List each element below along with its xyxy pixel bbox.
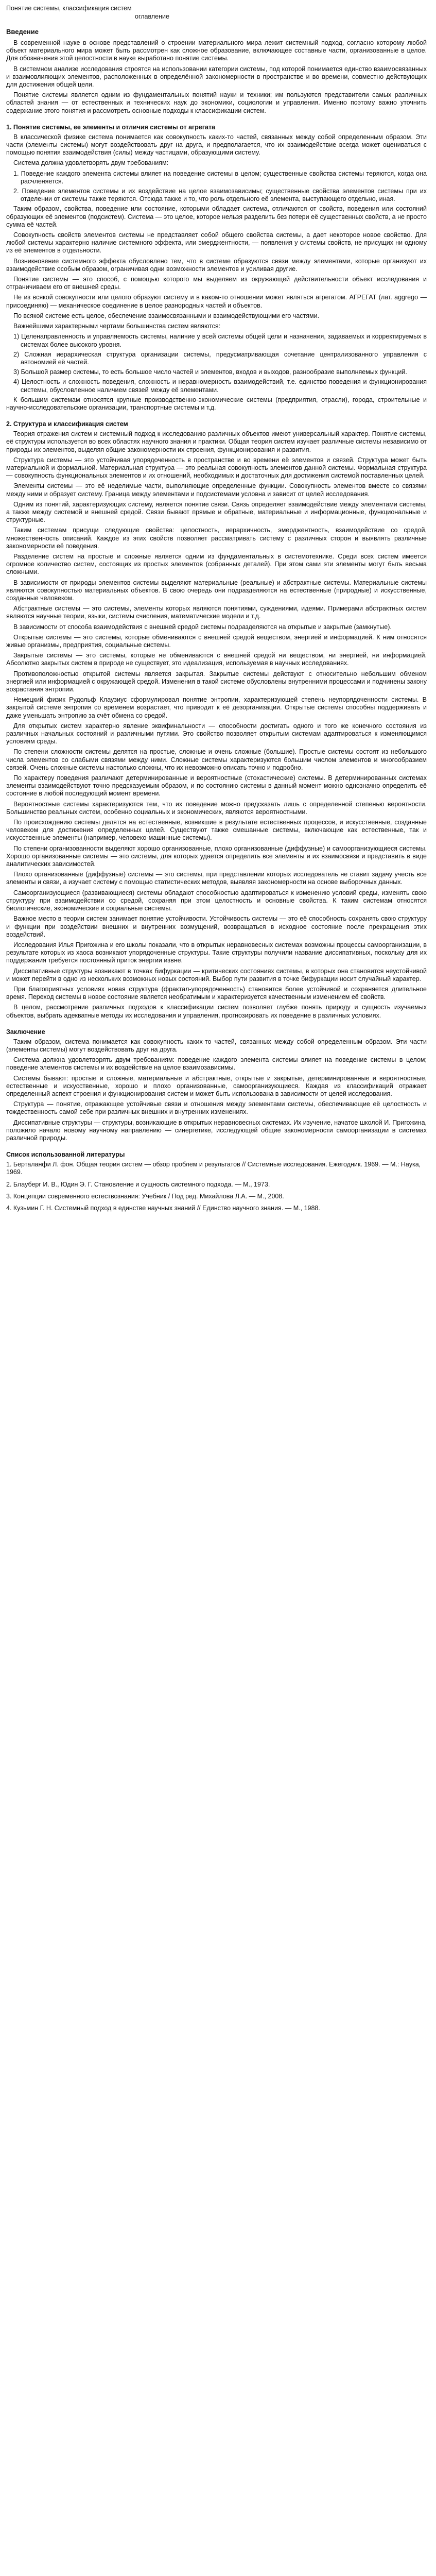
paragraph: Самоорганизующиеся (развивающиеся) системы обладают способностью адаптироваться к изменению условий среды, изменять свою структуру при взаимодействии со средой, сохраняя при этом целостность и основные свойства. К таким системам относятся биологические, экономические и социальные системы. bbox=[6, 889, 427, 912]
paragraph: Для открытых систем характерно явление эквифинальности — способности достигать одного и того же конечного состояния из различных начальных состояний и различными путями. Это свойство позволяет открытым системам адаптироваться к изменяющимся условиям среды. bbox=[6, 722, 427, 745]
paragraph: По степени организованности выделяют хорошо организованные, плохо организованные (диффузные) и самоорганизующиеся системы. Хорошо организованные системы — это системы, для которых удается определить все элементы и их взаимосвязи и представить в виде аналитических зависимостей. bbox=[6, 844, 427, 868]
paragraph: В целом, рассмотрение различных подходов к классификации систем позволяет глубже понять природу и сущность изучаемых объектов, выбрать адекватные методы их исследования и управления, прогнозировать их поведение в различных условиях. bbox=[6, 1004, 427, 1019]
reference-item: 1. Берталанфи Л. фон. Общая теория систем — обзор проблем и результатов // Системные исследования. Ежегодник. 1969. — М.: Наука, 1969. bbox=[6, 1161, 421, 1176]
paragraph: Таким образом, система понимается как совокупность каких-то частей, связанных между собой определенным образом. Эти части (элементы системы) могут воздействовать друг на друга. bbox=[6, 1038, 427, 1053]
paragraph: По происхождению системы делятся на естественные, возникшие в результате естественных процессов, и искусственные, созданные человеком для достижения определенных целей. Существуют также смешанные системы, включающие как естественные, так и искусственные элементы (например, человеко-машинные системы). bbox=[6, 819, 427, 842]
paragraph: В классической физике система понимается как совокупность каких-то частей, связанных между собой определенным образом. Эти части (элементы системы) могут воздействовать друг на друга, и предполагается, что их взаимодействие всегда может оцениваться с помощью понятия взаимодействия (силы) между частицами, образующими систему. bbox=[6, 133, 427, 157]
paragraph: Диссипативные структуры — структуры, возникающие в открытых неравновесных системах. Их изучение, начатое школой И. Пригожина, положило начало новому научному направлению — синергетике, исследующей общие закономерности самоорганизации в системах различной природы. bbox=[6, 1118, 427, 1142]
paragraph: Совокупность свойств элементов системы не представляет собой общего свойства системы, а дает некоторое новое свойство. Для любой системы характерно наличие системного эффекта, или эмерджентности, — появления у системы свойств, не присущих ни одному из её элементов в отдельности. bbox=[6, 231, 427, 255]
paragraph: При благоприятных условиях новая структура (фрактал-упорядоченность) становится более устойчивой и сохраняется длительное время. Переход системы в новое состояние является необратимым и характеризуется качественным изменением её свойств. bbox=[6, 985, 427, 1001]
reference-item: 4. Кузьмин Г. Н. Системный подход в единстве научных знаний // Единство научного знания. — М., 1988. bbox=[6, 1204, 320, 1212]
paragraph: Система должна удовлетворять двум требованиям: bbox=[13, 159, 169, 167]
list-item: 2. Поведение элементов системы и их воздействие на целое взаимозависимы; существенные свойства элементов системы при их отделении от системы также теряются. Отсюда также и то, что роль отдельного её элемента, выступающего отдельно, иная. bbox=[13, 188, 427, 203]
section1-list-b bbox=[6, 333, 427, 396]
paragraph: К большим системам относятся крупные производственно-экономические системы (предприятия, отрасли), города, строительные и научно-исследовательские организации, транспортные системы и т.д. bbox=[6, 396, 427, 411]
section1-body-b bbox=[6, 205, 427, 333]
paragraph: Структура системы — это устойчивая упорядоченность в пространстве и во времени её элементов и связей. Структура может быть материальной и формальной. Материальная структура — это реальная совокупность элементов данной системы. Формальная структура — совокупность функциональных элементов и их отношений, необходимых и достаточных для достижения системой поставленных целей. bbox=[6, 456, 427, 480]
section1-heading: 1. Понятие системы, ее элементы и отличия системы от агрегата bbox=[6, 123, 216, 131]
document-subtitle[interactable]: оглавление bbox=[135, 13, 169, 20]
section2-heading: 2. Структура и классификация систем bbox=[6, 420, 128, 428]
paragraph: Разделение систем на простые и сложные является одним из фундаментальных в системотехнике. Среди всех систем имеется огромное количество систем, состоящих из простых элементов (собранных деталей). При этом сами эти элементы могут быть весьма сложными. bbox=[6, 552, 427, 576]
conclusion-heading: Заключение bbox=[6, 1028, 45, 1036]
paragraph: Абстрактные системы — это системы, элементы которых являются понятиями, суждениями, идеями. Примерами абстрактных систем являются научные теории, языки, системы счисления, математические модели и т.д. bbox=[6, 605, 427, 620]
paragraph: Открытые системы — это системы, которые обмениваются с внешней средой веществом, энергией и информацией. К ним относятся живые организмы, предприятия, социальные системы. bbox=[6, 633, 427, 649]
paragraph: По характеру поведения различают детерминированные и вероятностные (стохастические) системы. В детерминированных системах элементы взаимодействуют точно предсказуемым образом, и по состоянию системы в данный момент можно однозначно определить её состояние в любой последующий момент времени. bbox=[6, 774, 427, 798]
paragraph: Не из всякой совокупности или целого образуют систему и в каком-то отношении может являться агрегатом. АГРЕГАТ (лат. aggrego — присоединяю) — механическое соединение в целое разнородных частей и объектов. bbox=[6, 294, 427, 309]
paragraph: Одним из понятий, характеризующих систему, является понятие связи. Связь определяет взаимодействие между элементами системы, а также между системой и внешней средой. Связи бывают прямые и обратные, материальные и информационные, функциональные и структурные. bbox=[6, 500, 427, 524]
intro-heading: Введение bbox=[6, 28, 39, 36]
paragraph: Система должна удовлетворять двум требованиям: поведение каждого элемента системы влияет на поведение системы в целом; поведение элементов системы и их воздействие на целое взаимозависимы. bbox=[6, 1056, 427, 1072]
paragraph: Закрытые системы — это системы, которые не обмениваются с внешней средой ни веществом, ни энергией, ни информацией. Абсолютно закрытых систем в природе не существует, это идеализация, используемая в научных исследованиях. bbox=[6, 652, 427, 667]
paragraph: Противоположностью открытой системы является закрытая. Закрытые системы действуют с относительно небольшим обменом энергией или информацией с окружающей средой. Изменения в такой системе обусловлены внутренними процессами и подчинены закону возрастания энтропии. bbox=[6, 670, 427, 693]
section1-list bbox=[6, 170, 427, 206]
paragraph: В зависимости от природы элементов системы выделяют материальные (реальные) и абстрактные системы. Материальные системы являются совокупностью материальных объектов. В свою очередь они подразделяются на естественные (природные) и искусственные, созданные человеком. bbox=[6, 579, 427, 602]
paragraph: Диссипативные структуры возникают в точках бифуркации — критических состояниях системы, в которых она становится неустойчивой и может перейти в одно из нескольких возможных новых состояний. Выбор пути развития в точке бифуркации носит случайный характер. bbox=[6, 967, 427, 982]
paragraph: Плохо организованные (диффузные) системы — это системы, при представлении которых исследователь не ставит задачу учесть все элементы и связи, а изучает систему с помощью статистических методов, выявляя закономерности на основе выборочных данных. bbox=[6, 871, 427, 886]
list-item: 4) Целостность и сложность поведения, сложность и неравномерность взаимодействий, т.е. единство поведения и функционирования системы, обусловленное наличием связей между её элементами. bbox=[13, 378, 427, 394]
list-item: 1) Целенаправленность и управляемость системы, наличие у всей системы общей цели и назначения, задаваемых и корректируемых в системах более высокого уровня. bbox=[13, 333, 427, 348]
paragraph: Понятие системы является одним из фундаментальных понятий науки и техники; им пользуются представители самых различных областей знания — от естественных и технических наук до экономики, социологии и управления. Именно поэтому важно уточнить содержание этого понятия и рассмотреть основные подходы к классификации систем. bbox=[6, 91, 427, 114]
reference-item: 3. Концепции современного естествознания: Учебник / Под ред. Михайлова Л.А. — М., 2008. bbox=[6, 1192, 284, 1200]
section1-body-c bbox=[6, 396, 427, 414]
paragraph: Элементы системы — это её неделимые части, выполняющие определенные функции. Совокупность элементов вместе со связями между ними и образует систему. Граница между элементами и подсистемами условна и зависит от целей исследования. bbox=[6, 482, 427, 498]
paragraph: Таким образом, свойства, поведение или состояние, которыми обладает система, отличаются от свойств, поведения или состояний образующих её элементов (подсистем). Система — это целое, которое нельзя разделить без потери её существенных свойств, а не просто сумма её частей. bbox=[6, 205, 427, 228]
paragraph: Важное место в теории систем занимает понятие устойчивости. Устойчивость системы — это её способность сохранять свою структуру и функции при воздействии внешних и внутренних возмущений, возвращаться в исходное состояние после прекращения этих воздействий. bbox=[6, 915, 427, 938]
document-title: Понятие системы, классификация систем bbox=[6, 5, 132, 12]
intro-body bbox=[6, 39, 427, 117]
list-item: 2) Сложная иерархическая структура организации системы, предусматривающая сочетание централизованного управления с автономией её частей. bbox=[13, 350, 427, 366]
reference-item: 2. Блауберг И. В., Юдин Э. Г. Становление и сущность системного подхода. — М., 1973. bbox=[6, 1180, 270, 1188]
conclusion-body bbox=[6, 1038, 427, 1145]
paragraph: Исследования Илья Пригожина и его школы показали, что в открытых неравновесных системах возможны процессы самоорганизации, в результате которых из хаоса возникают упорядоченные структуры. Такие структуры получили название диссипативных, поскольку для их поддержания требуется постоянный приток энергии извне. bbox=[6, 941, 427, 964]
paragraph: Теория отражения систем и системный подход к исследованию различных объектов имеют универсальный характер. Понятие системы, её структуры используется во всех областях научного знания и практики. Общая теория систем изучает различные системы независимо от природы их элементов, выделяя общие закономерности их строения, функционирования и развития. bbox=[6, 430, 427, 453]
paragraph: Возникновение системного эффекта обусловлено тем, что в системе образуются связи между элементами, которые организуют их взаимодействие особым образом, ограничивая одни возможности элементов и усиливая другие. bbox=[6, 257, 427, 273]
paragraph: По степени сложности системы делятся на простые, сложные и очень сложные (большие). Простые системы состоят из небольшого числа элементов со слабыми связями между ними. Сложные системы характеризуются большим числом элементов и многообразием связей. Очень сложные системы настолько сложны, что их невозможно описать точно и подробно. bbox=[6, 748, 427, 771]
paragraph: Понятие системы — это способ, с помощью которого мы выделяем из окружающей действительности объект исследования и отграничиваем его от внешней среды. bbox=[6, 276, 427, 291]
paragraph: Немецкий физик Рудольф Клаузиус сформулировал понятие энтропии, характеризующей степень неупорядоченности системы. В закрытой системе энтропия со временем возрастает, что приводит к её дезорганизации. Открытые системы способны поддерживать и даже уменьшать энтропию за счёт обмена со средой. bbox=[6, 696, 427, 719]
paragraph: Таким системам присущи следующие свойства: целостность, иерархичность, эмерджентность, взаимодействие со средой, множественность описаний. Каждое из этих свойств позволяет рассматривать систему с различных сторон и выявлять различные закономерности её поведения. bbox=[6, 527, 427, 550]
paragraph: Системы бывают: простые и сложные, материальные и абстрактные, открытые и закрытые, детерминированные и вероятностные, естественные и искусственные, хорошо и плохо организованные, самоорганизующиеся. Каждая из классификаций отражает определенный аспект строения и функционирования систем и может быть использована в зависимости от целей исследования. bbox=[6, 1074, 427, 1097]
list-item: 3) Большой размер системы, то есть большое число частей и элементов, входов и выходов, разнообразие выполняемых функций. bbox=[13, 368, 407, 376]
paragraph: В зависимости от способа взаимодействия с внешней средой системы подразделяются на открытые и закрытые (замкнутые). bbox=[13, 623, 392, 631]
paragraph: В системном анализе исследования строятся на использовании категории системы, под которой понимается единство взаимосвязанных и взаимовлияющих элементов, расположенных в определённой закономерности в пространстве и во времени, совместно действующих для достижения общей цели. bbox=[6, 65, 427, 89]
paragraph: В современной науке в основе представлений о строении материального мира лежит системный подход, согласно которому любой объект материального мира может быть рассмотрен как сложное образование, включающее составные части, организованные в целое. Для обозначения этой целостности в науке выработано понятие системы. bbox=[6, 39, 427, 62]
paragraph: По всякой системе есть целое, обеспечение взаимосвязанными и взаимодействующими его частями. bbox=[13, 312, 320, 319]
paragraph: Вероятностные системы характеризуются тем, что их поведение можно предсказать лишь с определенной степенью вероятности. Большинство реальных систем, особенно социальных и экономических, являются вероятностными. bbox=[6, 800, 427, 816]
list-item: 1. Поведение каждого элемента системы влияет на поведение системы в целом; существенные свойства системы теряются, когда она расчленяется. bbox=[13, 170, 427, 185]
section2-body bbox=[6, 430, 427, 1022]
references-list bbox=[6, 1161, 427, 1216]
references-heading: Список использованной литературы bbox=[6, 1151, 125, 1159]
paragraph: Структура — понятие, отражающее устойчивые связи и отношения между элементами системы, обеспечивающие её целостность и тождественность самой себе при различных внешних и внутренних изменениях. bbox=[6, 1100, 427, 1116]
section1-body bbox=[6, 133, 427, 170]
paragraph: Важнейшими характерными чертами большинства систем являются: bbox=[13, 323, 221, 330]
